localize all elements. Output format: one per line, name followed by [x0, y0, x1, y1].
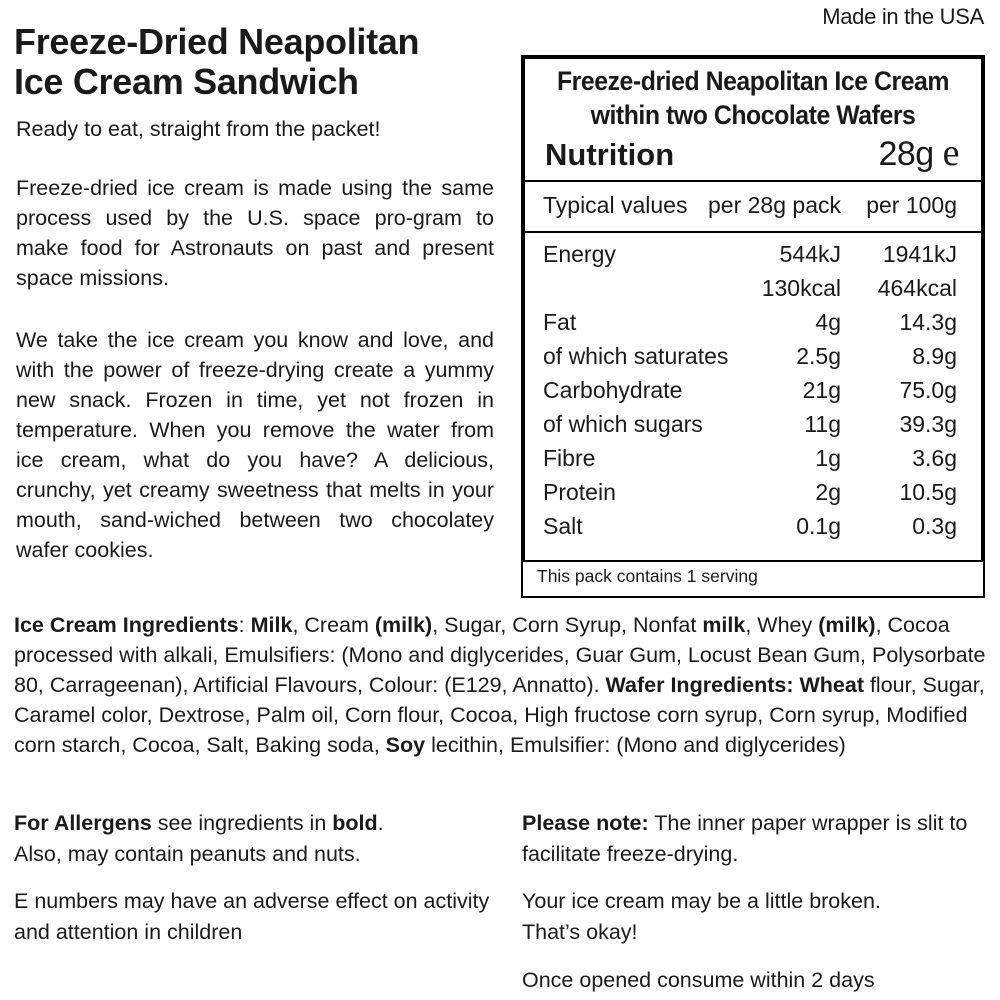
nutrition-row-fat — [525, 307, 981, 341]
nutrient-per-pack: 2.5g — [796, 343, 841, 369]
allergen-notice-label: For Allergens — [14, 811, 152, 835]
nutrient-per-100g: 0.3g — [912, 513, 957, 539]
nutrition-row-saturates — [525, 341, 981, 375]
ingredients-text: , Cream — [292, 613, 375, 637]
nutrition-row-fibre — [525, 443, 981, 477]
nutrient-name: of which saturates — [543, 343, 729, 369]
column-header-typical-values: Typical values — [543, 192, 688, 218]
nutrient-name: Energy — [543, 241, 616, 267]
wafer-ingredients-label: Wafer Ingredients: — [605, 673, 794, 697]
wrapper-note-label: Please note: — [522, 811, 649, 835]
nutrition-heading: Nutrition — [545, 137, 675, 172]
nutrient-per-100g: 14.3g — [899, 309, 957, 335]
allergen-milk: Milk — [250, 613, 293, 637]
allergen-notice-period: . — [377, 811, 384, 835]
description-paragraph-1: Freeze-dried ice cream is made using the same process used by the U.S. space pro-gram to make food for Astronauts on past and present space missions. — [16, 176, 494, 290]
allergen-notice — [14, 808, 494, 870]
allergen-milk: milk — [702, 613, 746, 637]
nutrition-row-salt — [525, 511, 981, 545]
nutrient-per-pack: 0.1g — [796, 513, 841, 539]
nutrient-per-100g: 10.5g — [899, 479, 957, 505]
allergen-soy: Soy — [385, 733, 426, 757]
nutrition-product-name-line1: Freeze-dried Neapolitan Ice Cream — [556, 66, 950, 96]
e-numbers-warning: E numbers may have an adverse effect on activity and attention in children — [14, 889, 490, 944]
ingredients-text: , Whey — [745, 613, 819, 637]
nutrient-per-100g: 464kcal — [877, 275, 957, 301]
nutrition-rows — [525, 239, 981, 545]
net-weight-value: 28g — [878, 135, 934, 173]
nutrient-per-pack: 4g — [815, 309, 841, 335]
ingredients-text: , Sugar, Corn Syrup, Nonfat — [432, 613, 703, 637]
broken-notice-line2: That’s okay! — [522, 920, 638, 944]
broken-notice-line1: Your ice cream may be a little broken. — [522, 889, 881, 913]
nutrition-row-carbohydrate — [525, 375, 981, 409]
column-header-per-100g: per 100g — [866, 192, 957, 218]
ice-cream-ingredients-label: Ice Cream Ingredients — [14, 613, 239, 637]
nutrition-table — [523, 57, 983, 562]
nutrient-name: Fat — [543, 309, 577, 335]
nuts-warning: Also, may contain peanuts and nuts. — [14, 842, 361, 866]
nutrient-per-100g: 8.9g — [912, 343, 957, 369]
wrapper-note — [522, 808, 992, 870]
nutrient-name: Salt — [543, 513, 583, 539]
ingredients-list — [14, 610, 986, 760]
nutrient-per-pack: 11g — [804, 411, 841, 437]
ingredients-text: flour, Sugar, Caramel color, Dextrose, Palm oil, Corn flour, Cocoa, High fructose corn syrup, Corn syrup, Modified corn starch, Cocoa, Salt, Baking soda, — [14, 673, 985, 757]
nutrient-per-100g: 1941kJ — [882, 241, 957, 267]
nutrition-row-sugars — [525, 409, 981, 443]
broken-notice — [522, 886, 992, 948]
servings-note: This pack contains 1 serving — [537, 566, 758, 586]
nutrient-per-pack: 21g — [802, 377, 841, 403]
storage-instruction: Once opened consume within 2 days — [522, 968, 875, 992]
nutrient-name: Fibre — [543, 445, 596, 471]
nutrition-column-headers — [525, 182, 981, 233]
nutrient-per-pack: 2g — [815, 479, 841, 505]
origin-label: Made in the USA — [822, 4, 984, 29]
nutrition-row-energy-kcal — [525, 273, 981, 307]
ingredients-text: , Cocoa processed with alkali, Emulsifiers: (Mono and diglycerides, Guar Gum, Locust Bean Gum, Polysorbate 80, Carrageenan), Artificial Flavours, Colour: (E129, Annatto). — [14, 613, 986, 697]
nutrition-product-name-line2: within two Chocolate Wafers — [590, 100, 916, 130]
allergen-notice-text: see ingredients in — [151, 811, 333, 835]
product-title-line1: Freeze-Dried Neapolitan — [14, 21, 420, 62]
nutrient-per-pack: 544kJ — [779, 241, 841, 267]
nutrient-name: Protein — [543, 479, 616, 505]
ingredients-colon: : — [238, 613, 245, 637]
nutrient-per-100g: 39.3g — [899, 411, 957, 437]
nutrient-name: Carbohydrate — [543, 377, 683, 403]
allergen-milk: (milk) — [374, 613, 433, 637]
nutrition-row-energy-kj — [525, 239, 981, 273]
ingredients-text: lecithin, Emulsifier: (Mono and diglycerides) — [425, 733, 846, 757]
nutrient-per-pack: 130kcal — [761, 275, 841, 301]
allergen-notice-bold-word: bold — [332, 811, 378, 835]
wrapper-note-text: The inner paper wrapper is slit to facilitate freeze-drying. — [522, 811, 968, 866]
product-title — [14, 22, 419, 102]
nutrient-name: of which sugars — [543, 411, 703, 437]
tagline: Ready to eat, straight from the packet! — [16, 117, 381, 141]
allergen-milk: (milk) — [818, 613, 876, 637]
nutrition-panel — [521, 55, 985, 598]
nutrition-row-protein — [525, 477, 981, 511]
net-weight — [878, 131, 959, 175]
estimated-sign-icon: e — [942, 132, 959, 174]
column-header-per-pack: per 28g pack — [708, 192, 841, 218]
description-paragraph-2: We take the ice cream you know and love, and with the power of freeze-drying create a yummy new snack. Frozen in time, yet not frozen in temperature. When you remove the water from ice cream, what do you have? A delicious, crunchy, yet creamy sweetness that melts in your mouth, sand-wiched between two chocolatey wafer cookies. — [16, 328, 494, 562]
product-title-line2: Ice Cream Sandwich — [14, 61, 359, 102]
nutrient-per-100g: 75.0g — [899, 377, 957, 403]
nutrition-product-name — [543, 64, 963, 132]
nutrient-per-100g: 3.6g — [912, 445, 957, 471]
nutrition-header — [525, 59, 981, 182]
nutrient-per-pack: 1g — [815, 445, 841, 471]
allergen-wheat: Wheat — [799, 673, 864, 697]
